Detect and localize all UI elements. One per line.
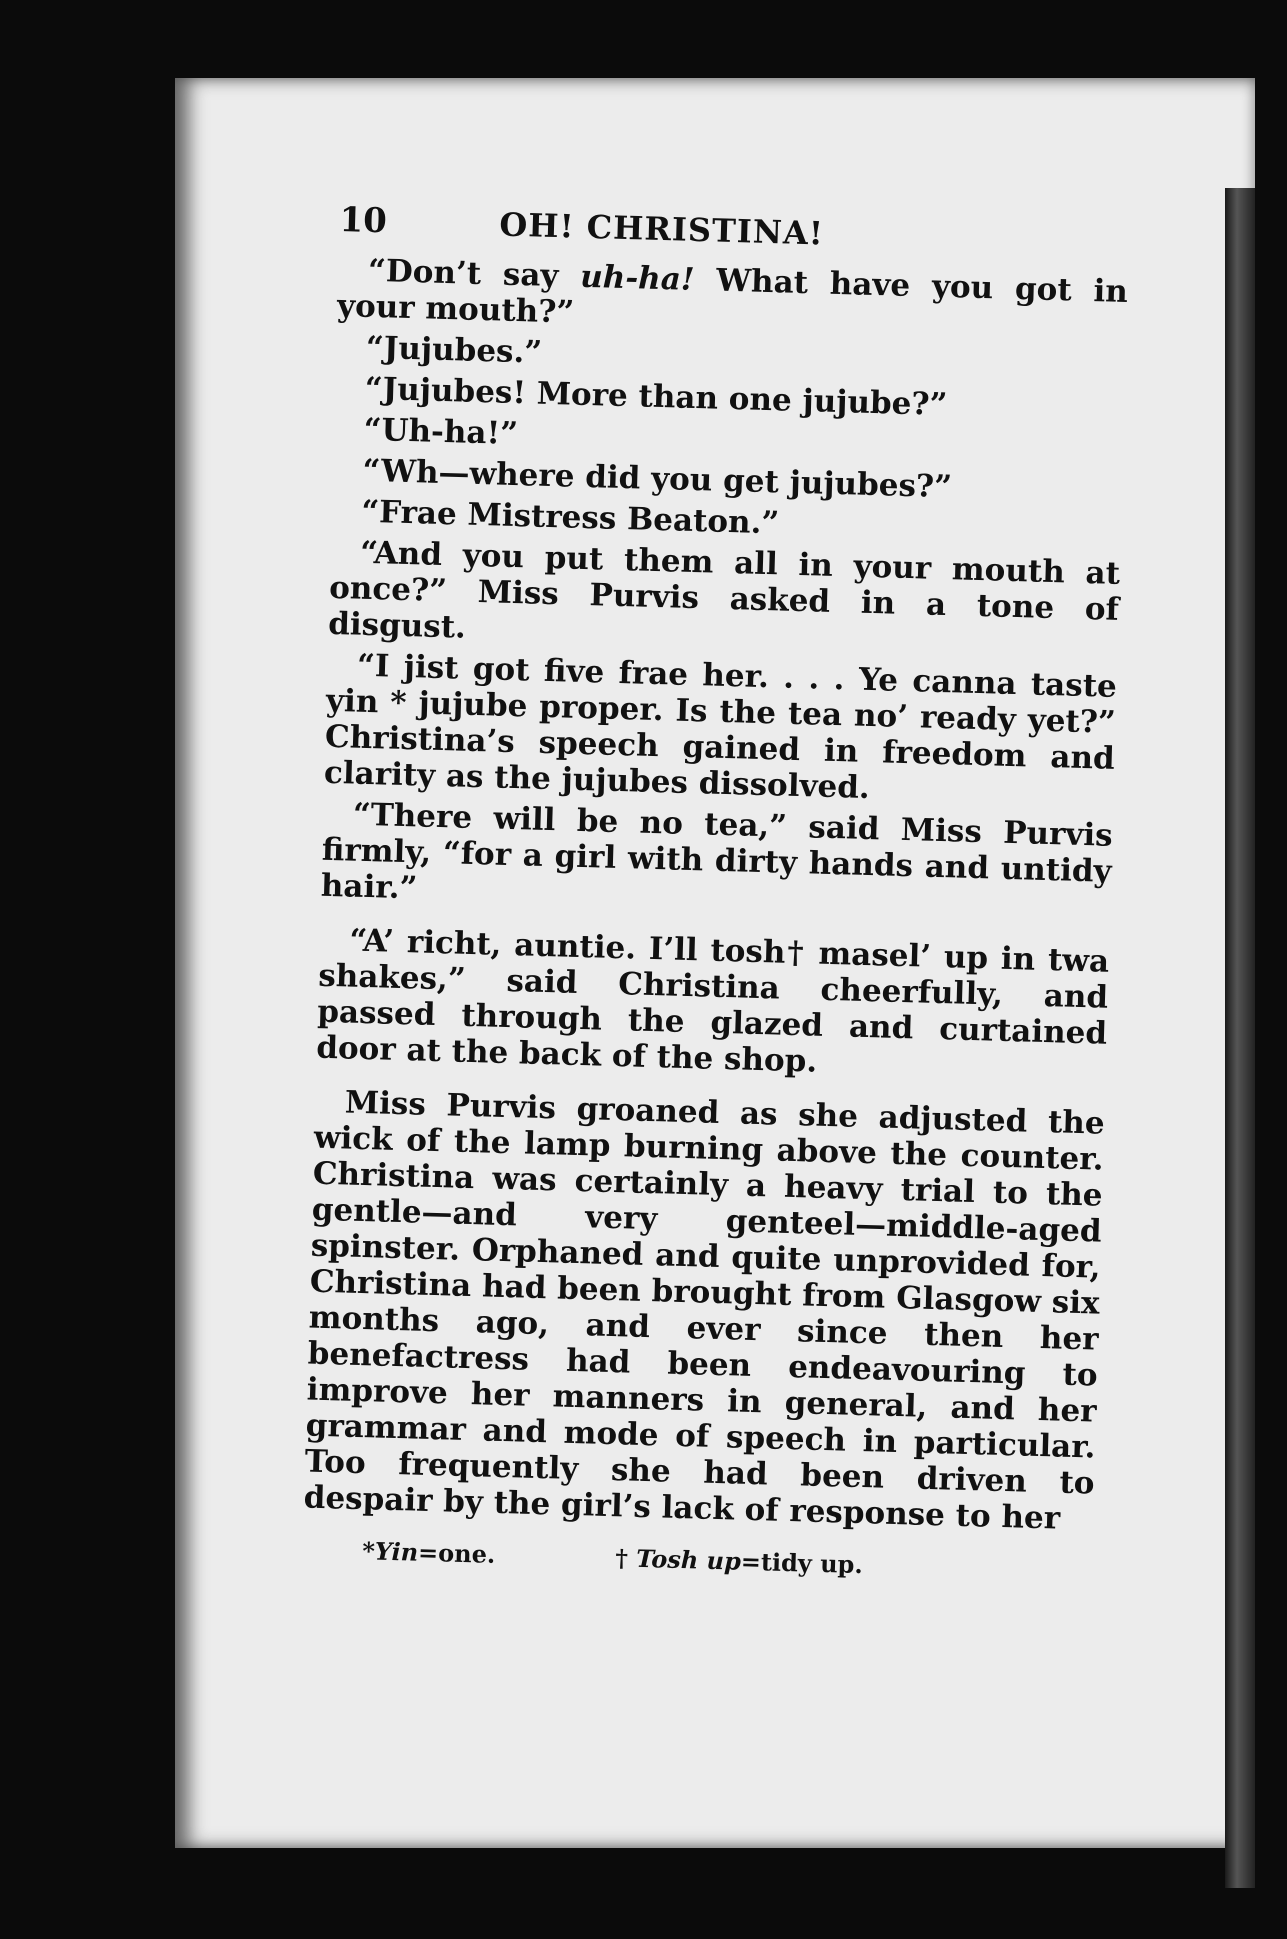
paragraph-5: “Wh—where did you get jujubes?”	[362, 452, 953, 506]
paragraph-6: “Frae Mistress Beaton.”	[360, 493, 780, 542]
paragraph-3: “Jujubes! More than one jujube?”	[364, 370, 948, 424]
paragraph-11: Miss Purvis groaned as she adjusted the wick of the lamp burning above the counter. Christina was certainly a heavy trial to the gentle—and very genteel—middle-aged spinster. Orphaned and quite unprovided for, Christina had been brought from Glasgow six months ago, and ever since then her benefactress had been endeavouring to improve her manners in general, and her grammar and mode of speech in particular. Too frequently she had been driven to despair by the girl’s lack of response to her	[303, 1084, 1106, 1537]
page-content	[302, 202, 1130, 1590]
paragraph-1: “Don’t say uh-ha! What have you got in your mouth?”	[336, 252, 1129, 331]
page-number: 10	[338, 200, 388, 242]
page-edge-shadow	[1225, 188, 1255, 1888]
running-title: OH! CHRISTINA!	[498, 205, 825, 253]
paragraph-9: “There will be no tea,” said Miss Purvis firmly, “for a girl with dirty hands and untidy hair.”	[320, 796, 1114, 907]
paragraph-4: “Uh-ha!”	[363, 411, 519, 453]
body-text	[303, 252, 1128, 1538]
paragraph-7: “And you put them all in your mouth at once?” Miss Purvis asked in a tone of disgust.	[327, 534, 1121, 646]
footnote-2: † Tosh up=tidy up.	[614, 1543, 864, 1580]
paragraph-10: “A’ richt, auntie. I’ll tosh† masel’ up in twa shakes,” said Christina cheerfully, and passed through the glazed and curtained door at the back of the shop.	[315, 922, 1110, 1080]
footnote-1: *Yin=one.	[361, 1536, 496, 1569]
paragraph-8: “I jist got five frae her. . . . Ye canna taste yin * jujube proper. Is the tea no’ ready yet?” Christina’s speech gained in freedom and clarity as the jujubes dissolved.	[323, 647, 1118, 807]
paragraph-2: “Jujubes.”	[365, 329, 543, 371]
